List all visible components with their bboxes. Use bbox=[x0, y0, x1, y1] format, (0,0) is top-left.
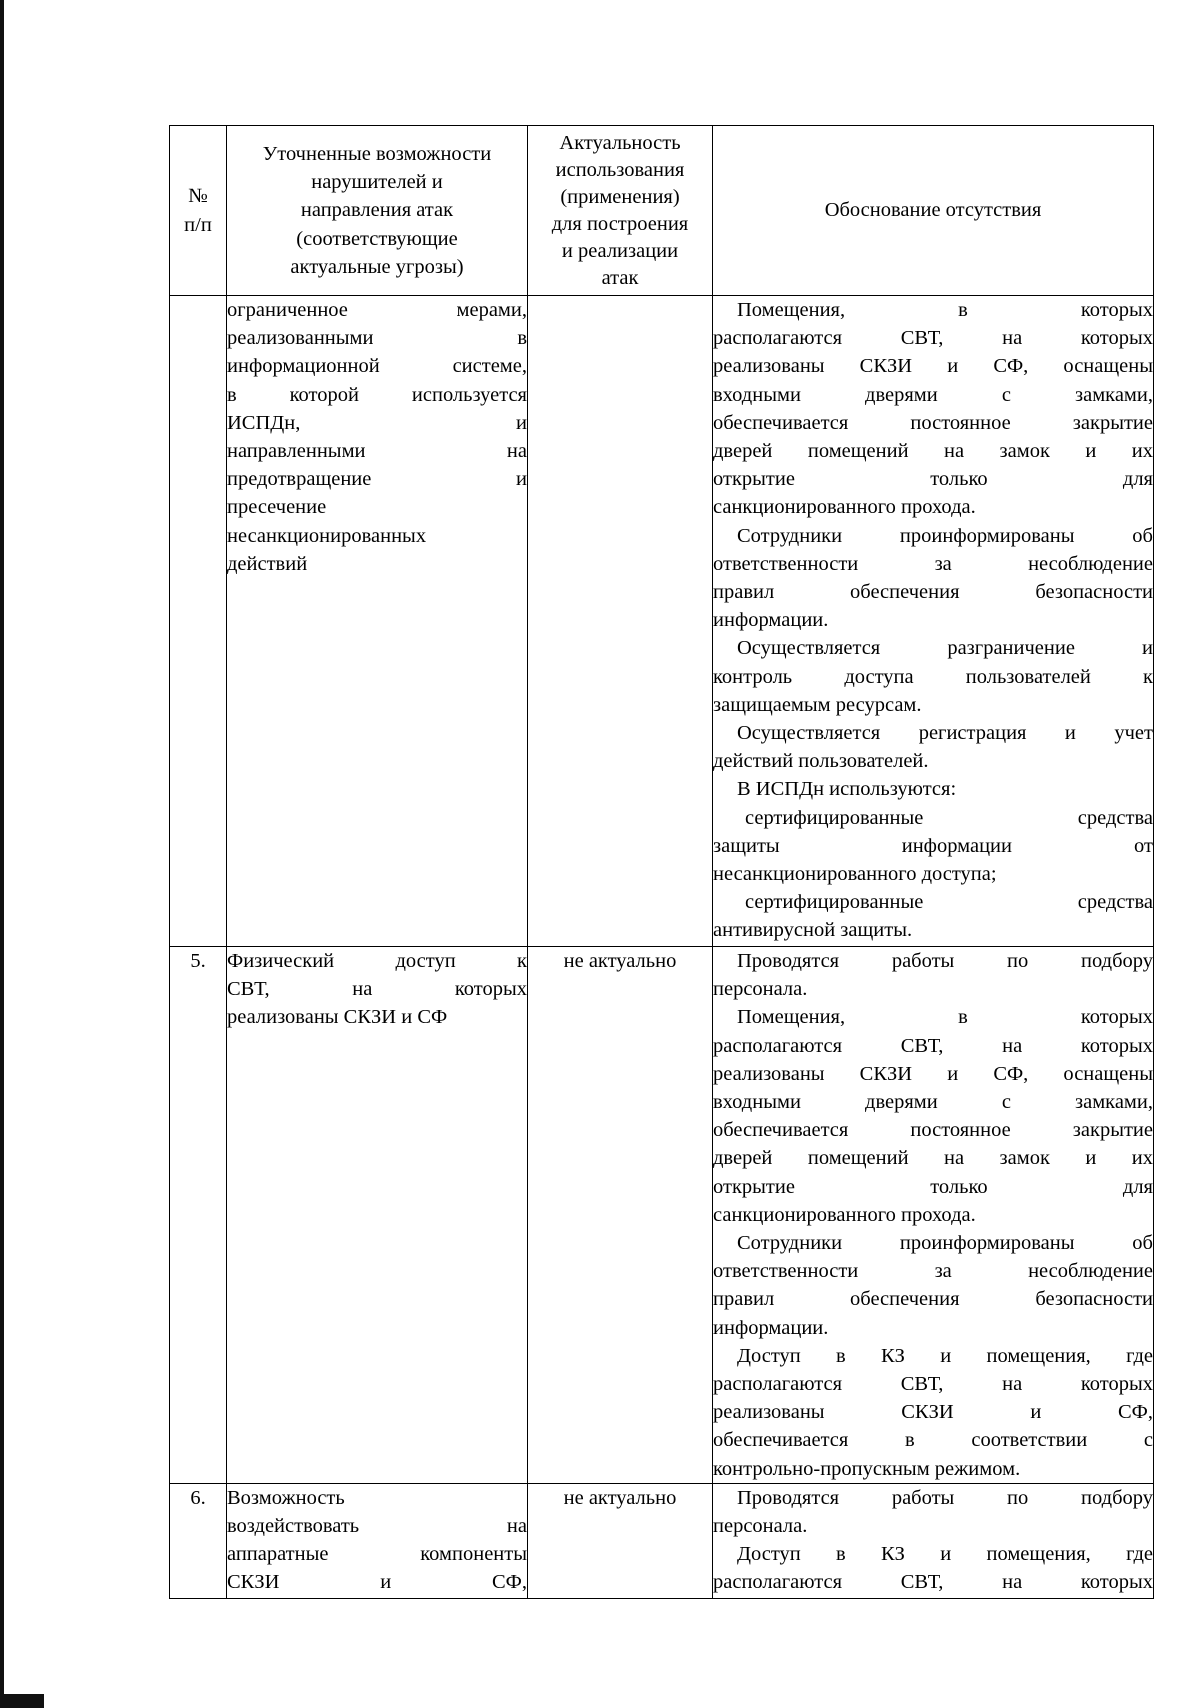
row-number: 5. bbox=[170, 947, 227, 1484]
text-line: аппаратные компоненты bbox=[227, 1543, 527, 1566]
text-line: санкционированного прохода. bbox=[713, 496, 976, 519]
text-line: защиты информации от bbox=[713, 834, 1153, 857]
capabilities-cell bbox=[227, 947, 528, 1484]
text-line: дверей помещений на замок и их bbox=[713, 1147, 1153, 1170]
header-capabilities-line: направления атак bbox=[300, 199, 454, 222]
text-line: располагаются СВТ, на которых bbox=[713, 1571, 1153, 1594]
text-line: Возможность bbox=[227, 1486, 345, 1509]
text-line: правил обеспечения безопасности bbox=[713, 1288, 1153, 1311]
relevance-cell bbox=[528, 296, 713, 947]
text-line: в которой используется bbox=[227, 383, 527, 406]
text-line: реализованы СКЗИ и СФ, bbox=[713, 1401, 1153, 1424]
text-line: несанкционированных bbox=[227, 524, 427, 547]
text-line: сертифицированные средства bbox=[745, 806, 1153, 829]
text-line: ответственности за несоблюдение bbox=[713, 552, 1153, 575]
text-line: ограниченное мерами, bbox=[227, 299, 527, 321]
text-line: реализованными в bbox=[227, 327, 527, 350]
text-line: информации. bbox=[713, 1316, 829, 1339]
justification-cell bbox=[713, 296, 1154, 947]
text-line: реализованы СКЗИ и СФ, оснащены bbox=[713, 355, 1153, 378]
header-relevance-line: атак bbox=[601, 266, 639, 289]
text-line: реализованы СКЗИ и СФ, оснащены bbox=[713, 1062, 1153, 1085]
row-number bbox=[170, 296, 227, 947]
text-line: антивирусной защиты. bbox=[713, 919, 913, 942]
text-line: Доступ в КЗ и помещения, где bbox=[737, 1344, 1153, 1367]
text-line: открытие только для bbox=[713, 468, 1153, 491]
text-line: СКЗИ и СФ, bbox=[227, 1571, 527, 1594]
text-line: Проводятся работы по подбору bbox=[737, 1486, 1153, 1509]
text-line: персонала. bbox=[713, 1515, 808, 1538]
scan-left-edge bbox=[0, 0, 4, 1708]
text-line: входными дверями с замками, bbox=[713, 383, 1153, 406]
text-line: санкционированного прохода. bbox=[713, 1203, 976, 1226]
header-capabilities-line: (соответствующие bbox=[296, 227, 458, 250]
text-line: обеспечивается в соответствии с bbox=[713, 1429, 1153, 1452]
text-line: Осуществляется регистрация и учет bbox=[737, 722, 1153, 745]
header-capabilities-line: актуальные угрозы) bbox=[290, 255, 464, 278]
text-line: Сотрудники проинформированы об bbox=[737, 1232, 1153, 1255]
scan-bottom-edge bbox=[0, 1694, 44, 1708]
header-num-line: п/п bbox=[184, 213, 212, 236]
text-line: Проводятся работы по подбору bbox=[737, 950, 1153, 972]
text-line: ответственности за несоблюдение bbox=[713, 1260, 1153, 1283]
header-capabilities bbox=[227, 126, 528, 296]
text-line: Осуществляется разграничение и bbox=[737, 637, 1153, 660]
relevance-cell: не актуально bbox=[528, 947, 713, 1484]
capabilities-cell bbox=[227, 1483, 528, 1598]
text-line: дверей помещений на замок и их bbox=[713, 440, 1153, 463]
text-line: обеспечивается постоянное закрытие bbox=[713, 411, 1153, 434]
text-line: Помещения, в которых bbox=[737, 299, 1153, 321]
header-relevance bbox=[528, 126, 713, 296]
text-line: предотвращение и bbox=[227, 468, 527, 491]
text-line: реализованы СКЗИ и СФ bbox=[227, 1006, 448, 1029]
text-line: обеспечивается постоянное закрытие bbox=[713, 1119, 1153, 1142]
text-line: контрольно-пропускным режимом. bbox=[713, 1457, 1021, 1480]
text-line: располагаются СВТ, на которых bbox=[713, 1373, 1153, 1396]
text-line: информационной системе, bbox=[227, 355, 527, 378]
text-line: сертифицированные средства bbox=[745, 891, 1153, 914]
text-line: Помещения, в которых bbox=[737, 1006, 1153, 1029]
header-relevance-line: использования bbox=[555, 158, 685, 181]
header-justification-line: Обоснование отсутствия bbox=[824, 199, 1042, 222]
threat-table bbox=[169, 125, 1154, 1599]
text-line: Физический доступ к bbox=[227, 950, 527, 972]
header-capabilities-line: Уточненные возможности bbox=[262, 142, 492, 165]
text-line: СВТ, на которых bbox=[227, 978, 527, 1001]
text-line: располагаются СВТ, на которых bbox=[713, 1034, 1153, 1057]
capabilities-cell bbox=[227, 296, 528, 947]
text-line: защищаемым ресурсам. bbox=[713, 693, 922, 716]
header-relevance-line: (применения) bbox=[560, 185, 680, 208]
text-line: информации. bbox=[713, 609, 829, 632]
text-line: Сотрудники проинформированы об bbox=[737, 524, 1153, 547]
justification-cell bbox=[713, 947, 1154, 1484]
text-line: персонала. bbox=[713, 978, 808, 1001]
row-number: 6. bbox=[170, 1483, 227, 1598]
relevance-cell: не актуально bbox=[528, 1483, 713, 1598]
text-line: действий пользователей. bbox=[713, 750, 929, 773]
table-row bbox=[170, 1483, 1154, 1598]
text-line: контроль доступа пользователей к bbox=[713, 665, 1153, 688]
text-line: располагаются СВТ, на которых bbox=[713, 327, 1153, 350]
text-line: Доступ в КЗ и помещения, где bbox=[737, 1543, 1153, 1566]
text-line: правил обеспечения безопасности bbox=[713, 581, 1153, 604]
header-relevance-line: Актуальность bbox=[559, 131, 681, 154]
header-num bbox=[170, 126, 227, 296]
header-relevance-line: и реализации bbox=[561, 239, 679, 262]
text-line: несанкционированного доступа; bbox=[713, 863, 997, 886]
text-line: пресечение bbox=[227, 496, 327, 519]
header-capabilities-line: нарушителей и bbox=[311, 171, 443, 194]
text-line: открытие только для bbox=[713, 1175, 1153, 1198]
text-line: В ИСПДн используются: bbox=[737, 778, 957, 801]
header-justification bbox=[713, 126, 1154, 296]
text-line: действий bbox=[227, 552, 308, 575]
justification-cell bbox=[713, 1483, 1154, 1598]
table-header-row bbox=[170, 126, 1154, 296]
table-row bbox=[170, 296, 1154, 947]
header-num-line: № bbox=[188, 185, 208, 208]
text-line: направленными на bbox=[227, 440, 527, 463]
text-line: ИСПДн, и bbox=[227, 411, 527, 434]
text-line: воздействовать на bbox=[227, 1515, 527, 1538]
header-relevance-line: для построения bbox=[551, 212, 689, 235]
text-line: входными дверями с замками, bbox=[713, 1091, 1153, 1114]
table-row bbox=[170, 947, 1154, 1484]
